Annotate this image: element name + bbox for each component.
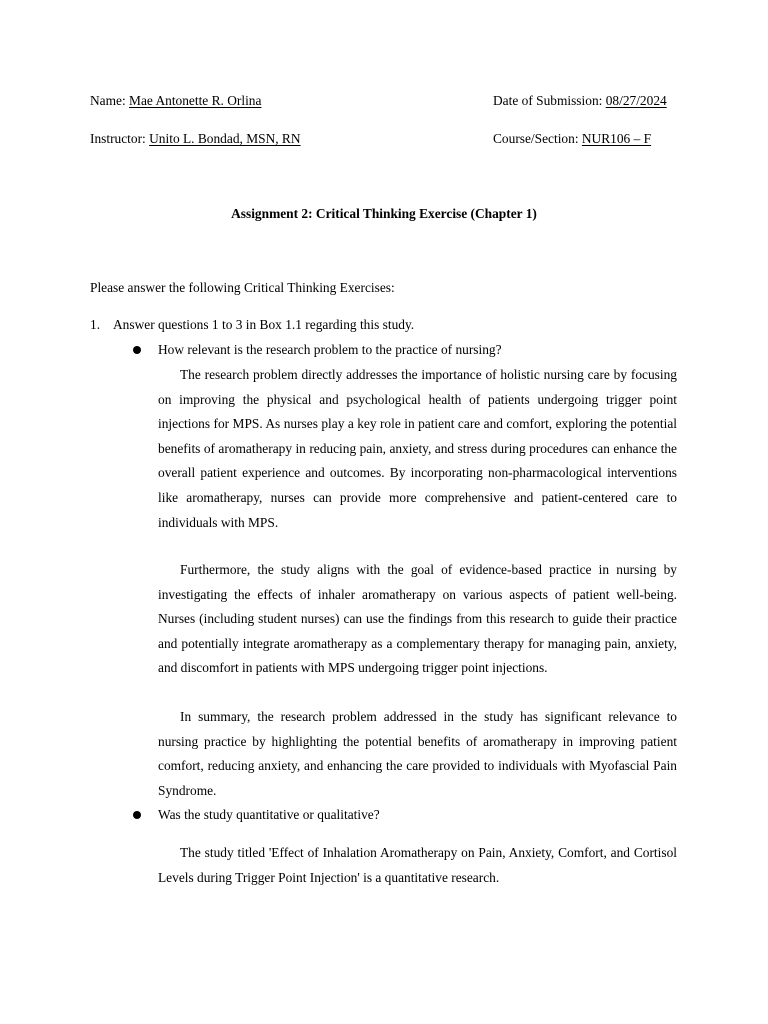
question-study-type: Was the study quantitative or qualitative?	[158, 807, 380, 822]
student-name-line	[90, 93, 261, 109]
instructor-label: Instructor:	[90, 131, 150, 146]
student-name: Mae Antonette R. Orlina	[129, 93, 262, 108]
course-label: Course/Section:	[493, 131, 582, 146]
bullet-icon	[133, 811, 141, 819]
item-text: Answer questions 1 to 3 in Box 1.1 regarding this study.	[113, 317, 415, 332]
submission-date-line	[493, 93, 667, 109]
intro-text: Please answer the following Critical Thinking Exercises:	[90, 280, 395, 295]
answer-relevance-paragraph-2: Furthermore, the study aligns with the goal of evidence-based practice in nursing by investigating the effects of inhaler aromatherapy on various aspects of patient well-being. Nurses (including student nurses) can use the findings from this research to guide their practice and potentially integrate aromatherapy as a complementary therapy for managing pain, anxiety, and discomfort in patients with MPS undergoing trigger point injections.	[158, 562, 677, 676]
answer-relevance-paragraph-3: In summary, the research problem addressed in the study has significant relevance to nursing practice by highlighting the potential benefits of aromatherapy in improving patient comfort, reducing anxiety, and enhancing the care provided to individuals with Myofascial Pain Syndrome.	[158, 709, 677, 798]
bullet-icon	[133, 346, 141, 354]
question-relevance: How relevant is the research problem to the practice of nursing?	[158, 342, 502, 357]
course-section-line	[493, 131, 651, 147]
course-section: NUR106 – F	[581, 131, 652, 146]
instructor-line	[90, 131, 301, 147]
name-label: Name:	[90, 93, 130, 108]
assignment-title: Assignment 2: Critical Thinking Exercise (Chapter 1)	[231, 206, 537, 221]
item-number: 1.	[90, 317, 101, 332]
answer-study-type-paragraph: The study titled 'Effect of Inhalation Aromatherapy on Pain, Anxiety, Comfort, and Cortisol Levels during Trigger Point Injection' is a quantitative research.	[158, 845, 677, 885]
answer-relevance-paragraph-1: The research problem directly addresses the importance of holistic nursing care by focusing on improving the physical and psychological health of patients undergoing trigger point injections for MPS. As nurses play a key role in patient care and comfort, exploring the potential benefits of aromatherapy in reducing pain, anxiety, and stress during procedures can enhance the overall patient experience and outcomes. By incorporating non-pharmacological interventions like aromatherapy, nurses can provide more comprehensive and patient-centered care to individuals with MPS.	[158, 367, 677, 530]
date-label: Date of Submission:	[493, 93, 606, 108]
instructor-name: Unito L. Bondad, MSN, RN	[149, 131, 301, 146]
submission-date: 08/27/2024	[605, 93, 667, 108]
